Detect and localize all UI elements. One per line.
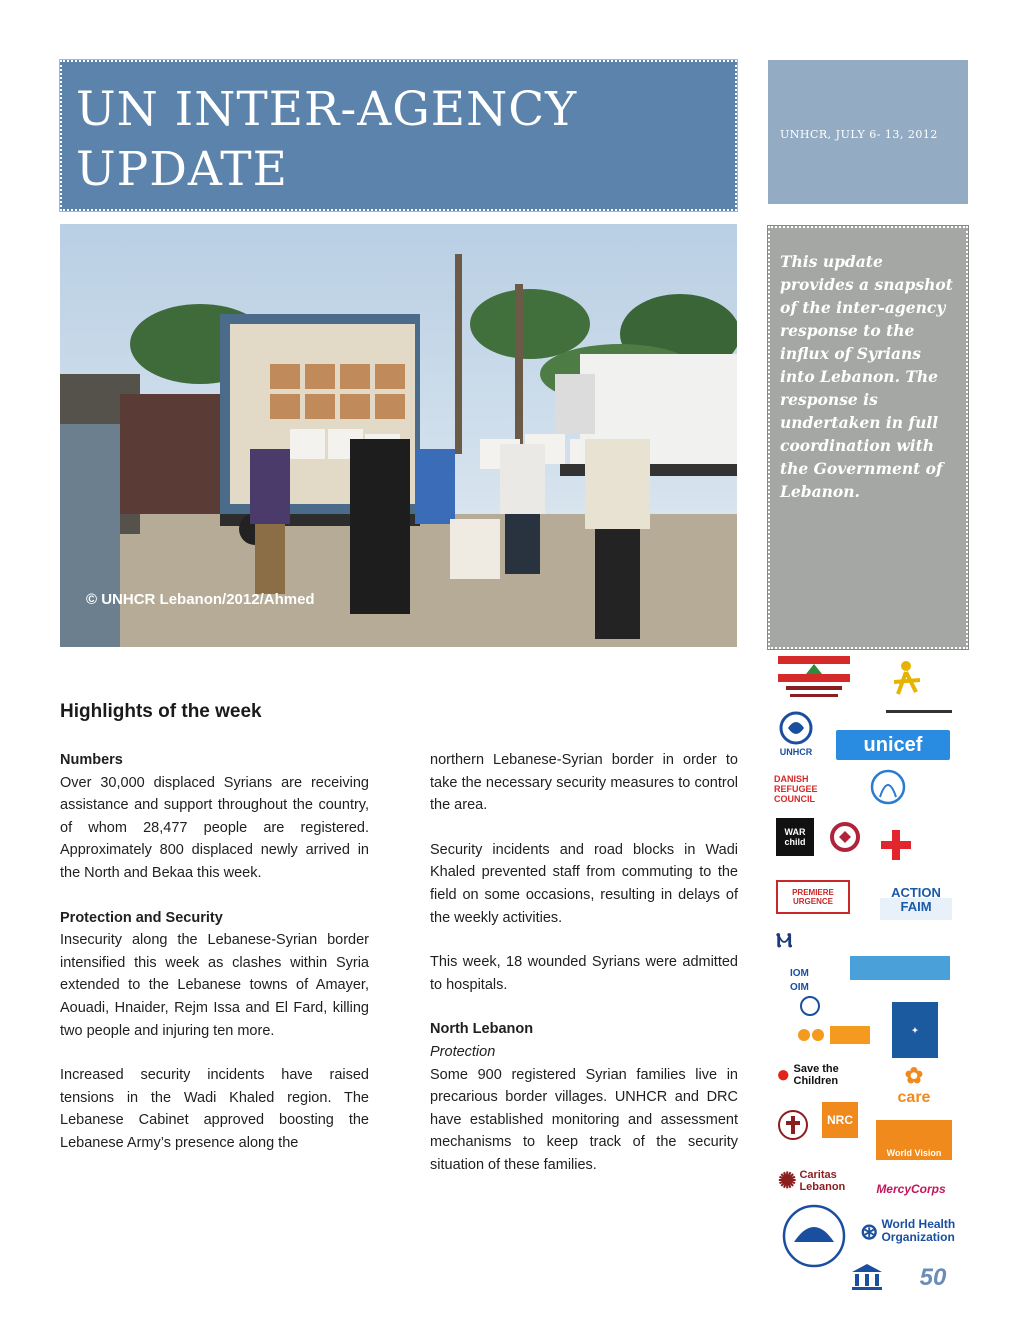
nrc-logo: NRC: [822, 1102, 858, 1138]
summary-text: This update provides a snapshot of the inter-agency response to the influx of Syrians into Lebanon. The response is undertaken in full coordination with the Government of Lebanon.: [780, 252, 953, 501]
unhcr-logo: [774, 710, 818, 758]
summary-panel: [768, 226, 968, 649]
lebanon-government-logo: [778, 654, 850, 704]
caritas-logo: ✺ Caritas Lebanon: [778, 1166, 868, 1196]
action-faim-logo: ACTION FAIM: [880, 880, 952, 920]
social-affairs-ministry-logo: [876, 656, 958, 720]
mouvement-social-logo: Ⲙ: [776, 929, 793, 952]
protection-paragraph: Insecurity along the Lebanese-Syrian border intensified this week as clashes within Syria extended to the Lebanese towns of Amayer, Aouadi, Hnaider, Rejm Issa and El Fard, killing two people and injuring ten more.: [60, 932, 369, 1039]
amel-logo: [830, 822, 860, 852]
date-panel: [768, 60, 968, 204]
tensions-paragraph: Increased security incidents have raised tensions in the Wadi Khaled region. The Lebanese Cabinet approved boosting the Lebanese Army’s presence along the: [60, 1067, 369, 1151]
unesco-logo: [850, 1262, 884, 1292]
wfp-logo: [870, 767, 906, 811]
partner-logos: [772, 652, 968, 1314]
drc-label: DANISH REFUGEE COUNCIL: [774, 774, 818, 804]
title-banner: [60, 60, 737, 211]
save-the-children-logo: ● Save the Children: [776, 1060, 866, 1090]
iom-emblem-icon: [797, 995, 823, 1017]
war-child-logo: WAR child: [776, 818, 814, 856]
photo-caption: © UNHCR Lebanon/2012/Ahmed: [86, 591, 315, 608]
unesco-50-logo: 50: [919, 1264, 947, 1291]
text-column-2: [430, 749, 738, 1199]
north-paragraph: Some 900 registered Syrian families live in precarious border villages. UNHCR and DRC have established monitoring and assessment mechanisms to keep track of the security situation of these families.: [430, 1066, 738, 1173]
text-column-1: [60, 749, 369, 1177]
incidents-paragraph: Security incidents and road blocks in Wadi Khaled prevented staff from commuting to the field on some occasions, resulting in delays of the weekly activities.: [430, 841, 738, 926]
unicef-logo: unicef: [836, 730, 950, 760]
partner-banner-logo: [850, 956, 950, 980]
svg-text:UNHCR: UNHCR: [779, 747, 813, 757]
unfpa-logo: [796, 1022, 872, 1048]
unrwa-logo: [780, 1202, 848, 1270]
iom-logo: [790, 964, 830, 1020]
north-protection-subheading: Protection: [430, 1043, 496, 1060]
section-title: Highlights of the week: [60, 701, 262, 722]
who-logo: ⊛ World Health Organization: [860, 1214, 964, 1248]
aid-distribution-photo: [60, 224, 737, 647]
report-date: UNHCR, JULY 6- 13, 2012: [780, 128, 938, 141]
numbers-paragraph: Over 30,000 displaced Syrians are receiving assistance and support throughout the country, of whom 28,477 people are registered. Approximately 800 displaced newly arrived in the North and Bekaa this week.: [60, 774, 369, 881]
drc-logo: [774, 772, 840, 806]
north-lebanon-heading: North Lebanon: [430, 1021, 534, 1038]
who-label: World Health Organization: [881, 1217, 956, 1244]
christian-ngo-logo: [776, 1108, 810, 1142]
protection-heading: Protection and Security: [60, 909, 223, 926]
mercy-corps-logo: MercyCorps: [876, 1182, 946, 1196]
caritas-label: Caritas Lebanon: [799, 1169, 846, 1193]
cover-photo: [60, 224, 737, 647]
title-line-1: UN INTER-AGENCY: [76, 82, 578, 137]
world-vision-logo: World Vision: [876, 1120, 952, 1160]
islamic-charity-logo: ✦: [892, 1002, 938, 1058]
red-cross-crescent-logo: [880, 824, 952, 868]
border-paragraph: northern Lebanese-Syrian border in order to take the necessary security measures to control the area.: [430, 752, 738, 814]
care-label: care: [897, 1089, 931, 1106]
premiere-urgence-logo: PREMIERE URGENCE: [776, 880, 850, 914]
wounded-paragraph: This week, 18 wounded Syrians were admitted to hospitals.: [430, 954, 738, 993]
iom-label: IOM OIM: [790, 968, 809, 993]
page-title: [76, 80, 577, 200]
title-line-2: UPDATE: [76, 142, 288, 197]
care-logo: ✿ care: [897, 1063, 931, 1106]
save-children-label: Save the Children: [793, 1063, 839, 1087]
numbers-heading: Numbers: [60, 752, 123, 768]
